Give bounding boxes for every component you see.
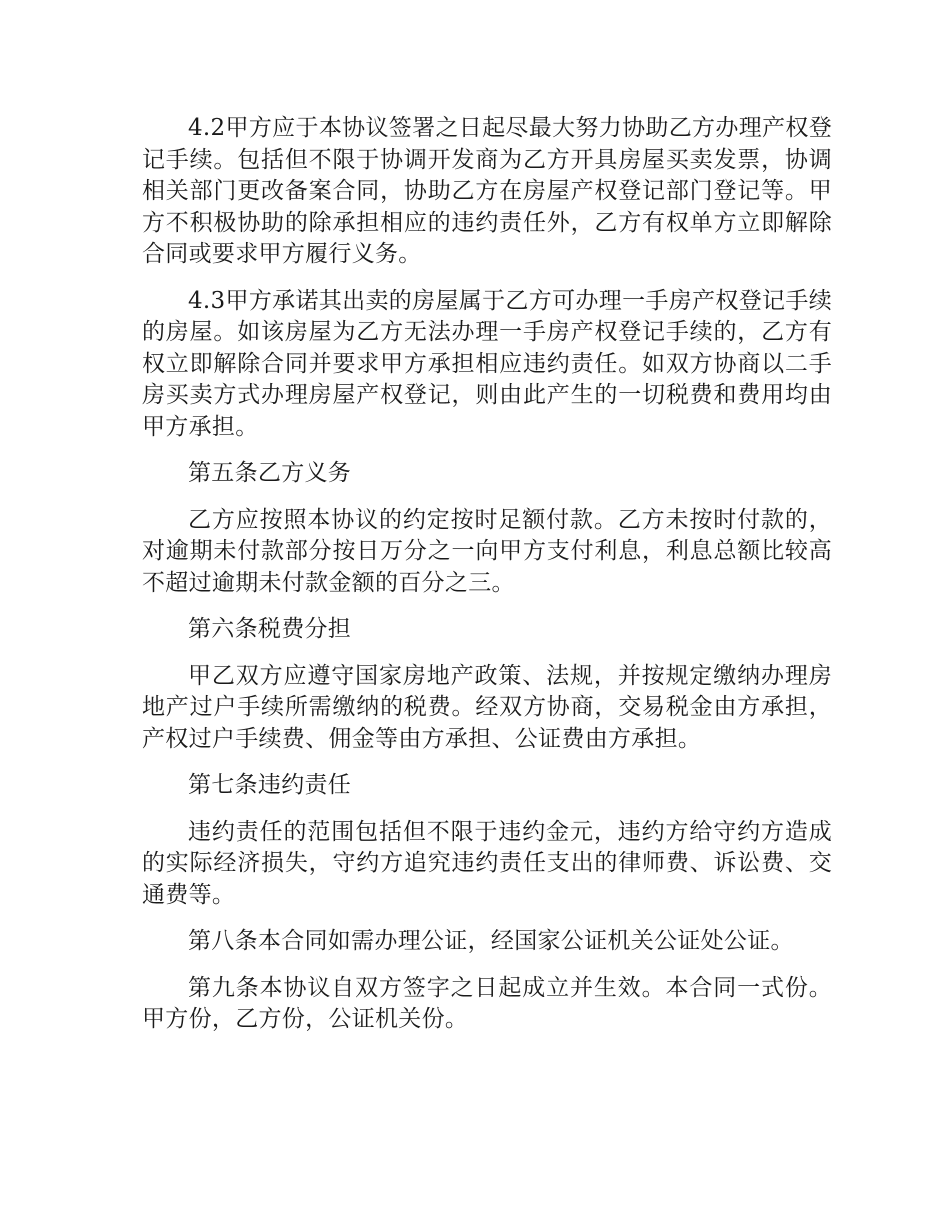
clause-4-3-paragraph: 4.3甲方承诺其出卖的房屋属于乙方可办理一手房产权登记手续的房屋。如该房屋为乙方无法办理一手房产权登记手续的，乙方有权立即解除合同并要求甲方承担相应违约责任。如双方协商以二手房买卖方式办理房屋产权登记，则由此产生的一切税费和费用均由甲方承担。 (142, 287, 832, 440)
article-5-paragraph: 乙方应按照本协议的约定按时足额付款。乙方未按时付款的，对逾期未付款部分按日万分之一向甲方支付利息，利息总额比较高不超过逾期未付款金额的百分之三。 (142, 506, 832, 596)
article-6-paragraph: 甲乙双方应遵守国家房地产政策、法规，并按规定缴纳办理房地产过户手续所需缴纳的税费。经双方协商，交易税金由方承担，产权过户手续费、佣金等由方承担、公证费由方承担。 (142, 662, 832, 752)
article-7-heading: 第七条违约责任 (188, 772, 352, 798)
article-5-heading: 第五条乙方义务 (188, 460, 352, 486)
article-8-paragraph: 第八条本合同如需办理公证，经国家公证机关公证处公证。 (188, 928, 794, 954)
article-7-paragraph: 违约责任的范围包括但不限于违约金元，违约方给守约方造成的实际经济损失，守约方追究违约责任支出的律师费、诉讼费、交通费等。 (142, 818, 832, 908)
article-6-heading: 第六条税费分担 (188, 616, 352, 642)
document-body (142, 113, 832, 1051)
clause-4-2-paragraph: 4.2甲方应于本协议签署之日起尽最大努力协助乙方办理产权登记手续。包括但不限于协调开发商为乙方开具房屋买卖发票，协调相关部门更改备案合同，协助乙方在房屋产权登记部门登记等。甲方不积极协助的除承担相应的违约责任外，乙方有权单方立即解除合同或要求甲方履行义务。 (142, 115, 832, 267)
article-9-paragraph: 第九条本协议自双方签字之日起成立并生效。本合同一式份。甲方份，乙方份，公证机关份。 (142, 974, 832, 1032)
